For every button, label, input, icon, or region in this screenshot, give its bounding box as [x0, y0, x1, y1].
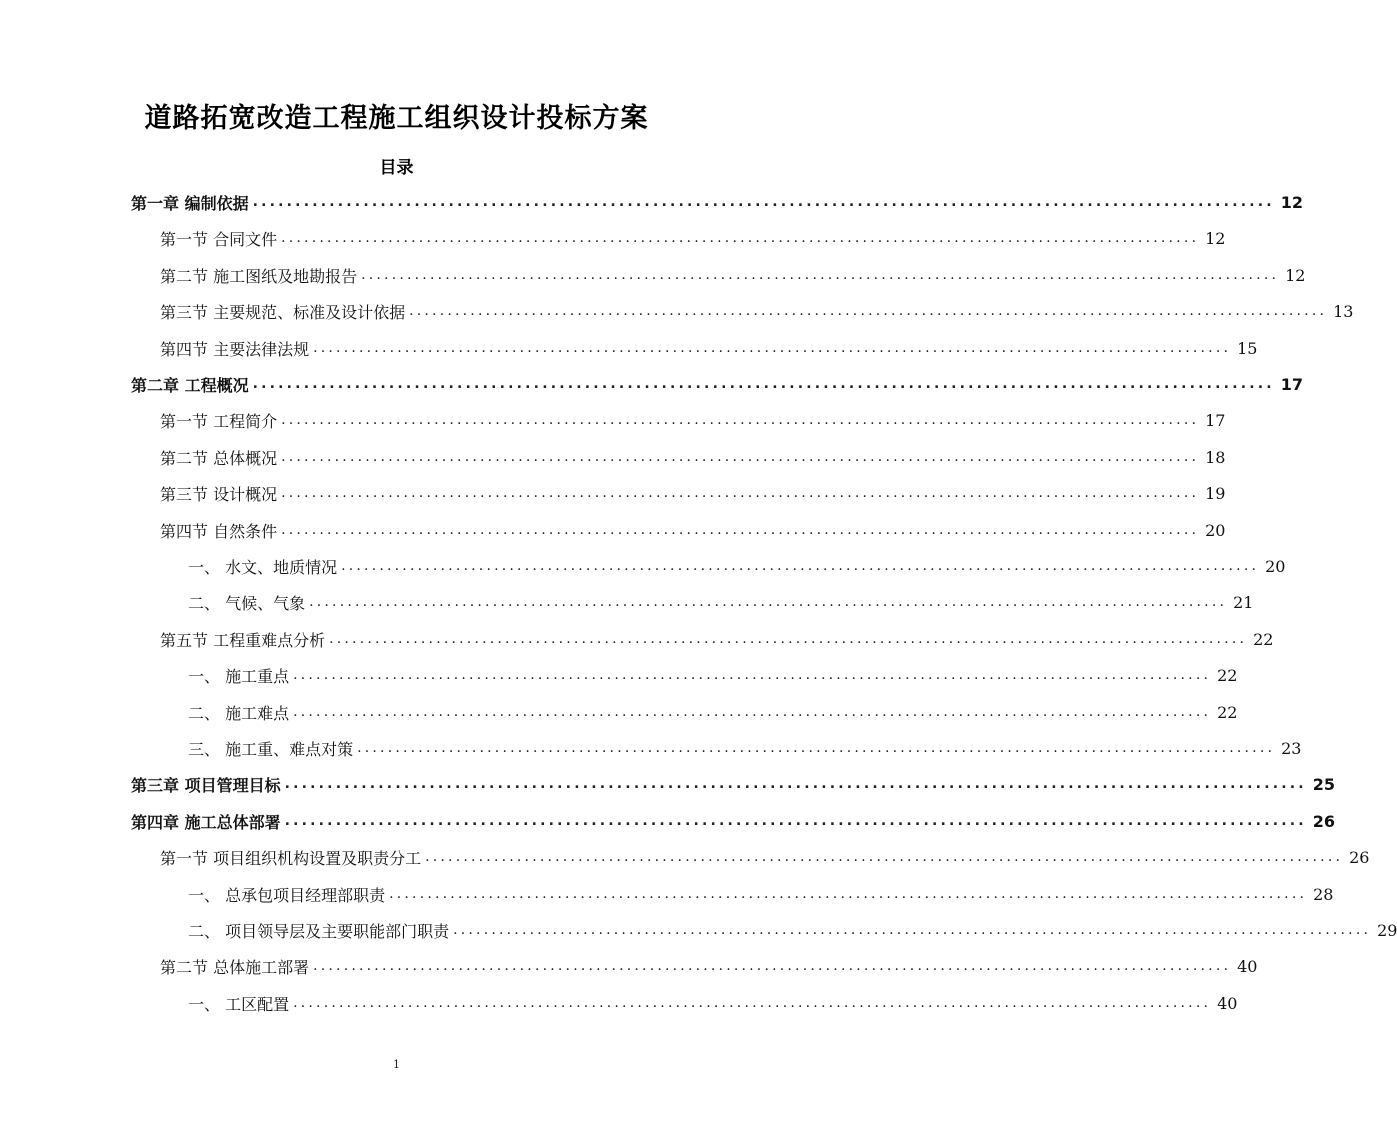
toc-entry-page: 17	[1280, 374, 1304, 394]
toc-entry-label: 一、 水文、地质情况	[188, 557, 338, 577]
toc-entry-page: 21	[1233, 592, 1254, 612]
toc-entry[interactable]	[188, 912, 1397, 948]
toc-leader-dots: ........................................................................................................................	[252, 194, 1275, 210]
toc-entry-label: 一、 施工重点	[188, 666, 290, 686]
toc-entry-page: 29	[1377, 920, 1397, 940]
toc-leader-dots: ........................................................................................................................	[425, 849, 1344, 865]
toc-entry[interactable]	[160, 512, 1226, 548]
toc-leader-dots: ........................................................................................................................	[281, 449, 1200, 465]
toc-entry-page: 17	[1205, 410, 1226, 430]
toc-entry[interactable]	[188, 985, 1238, 1021]
toc-leader-dots: ........................................................................................................................	[329, 631, 1248, 647]
toc-entry-page: 23	[1281, 738, 1302, 758]
toc-entry-label: 一、 工区配置	[188, 994, 290, 1014]
toc-leader-dots: ........................................................................................................................	[284, 813, 1307, 829]
toc-entry[interactable]	[160, 948, 1258, 984]
toc-entry[interactable]	[131, 366, 1304, 402]
toc-entry-page: 20	[1205, 520, 1226, 540]
toc-entry[interactable]	[160, 839, 1370, 875]
toc-entry[interactable]	[160, 439, 1226, 475]
toc-leader-dots: ........................................................................................................................	[357, 740, 1276, 756]
toc-entry-label: 三、 施工重、难点对策	[188, 739, 354, 759]
toc-entry-page: 25	[1312, 774, 1336, 794]
toc-entry[interactable]	[160, 402, 1226, 438]
toc-entry[interactable]	[188, 584, 1254, 620]
toc-entry-page: 22	[1217, 665, 1238, 685]
toc-leader-dots: ........................................................................................................................	[341, 558, 1260, 574]
toc-entry[interactable]	[131, 184, 1304, 220]
toc-entry-label: 第四节 主要法律法规	[160, 339, 310, 359]
toc-leader-dots: ........................................................................................................................	[281, 522, 1200, 538]
toc-entry-page: 28	[1313, 884, 1334, 904]
toc-entry-label: 二、 施工难点	[188, 703, 290, 723]
toc-leader-dots: ........................................................................................................................	[361, 267, 1280, 283]
toc-entry[interactable]	[160, 621, 1274, 657]
toc-entry[interactable]	[160, 330, 1258, 366]
toc-leader-dots: ........................................................................................................................	[281, 412, 1200, 428]
toc-entry-label: 一、 总承包项目经理部职责	[188, 885, 386, 905]
toc-leader-dots: ........................................................................................................................	[313, 958, 1232, 974]
toc-entry-page: 12	[1285, 265, 1306, 285]
toc-leader-dots: ........................................................................................................................	[313, 340, 1232, 356]
toc-heading: 目录	[379, 158, 414, 178]
toc-entry[interactable]	[131, 803, 1336, 839]
toc-leader-dots: ........................................................................................................................	[409, 303, 1328, 319]
toc-entry-label: 第一节 项目组织机构设置及职责分工	[160, 848, 422, 868]
toc-entry-label: 第二章 工程概况	[131, 375, 249, 395]
toc-entry-page: 15	[1237, 338, 1258, 358]
toc-entry-page: 12	[1205, 228, 1226, 248]
toc-entry-page: 18	[1205, 447, 1226, 467]
page-number: 1	[393, 1058, 400, 1071]
toc-entry[interactable]	[188, 876, 1334, 912]
toc-entry-page: 40	[1217, 993, 1238, 1013]
toc-entry-label: 第一节 工程简介	[160, 411, 278, 431]
toc-leader-dots: ........................................................................................................................	[453, 922, 1372, 938]
toc-entry-label: 二、 气候、气象	[188, 593, 306, 613]
toc-entry-label: 第五节 工程重难点分析	[160, 630, 326, 650]
document-title: 道路拓宽改造工程施工组织设计投标方案	[144, 103, 649, 134]
toc-entry-label: 第四节 自然条件	[160, 521, 278, 541]
toc-entry-label: 第三节 设计概况	[160, 484, 278, 504]
toc-entry-label: 二、 项目领导层及主要职能部门职责	[188, 921, 450, 941]
toc-entry-label: 第二节 施工图纸及地勘报告	[160, 266, 358, 286]
toc-entry-page: 20	[1265, 556, 1286, 576]
toc-entry-page: 26	[1312, 811, 1336, 831]
toc-entry-page: 13	[1333, 301, 1354, 321]
toc-entry[interactable]	[188, 548, 1286, 584]
toc-entry[interactable]	[188, 694, 1238, 730]
toc-entry[interactable]	[188, 730, 1302, 766]
toc-entry-label: 第一章 编制依据	[131, 193, 249, 213]
toc-leader-dots: ........................................................................................................................	[309, 594, 1228, 610]
toc-entry-label: 第二节 总体概况	[160, 448, 278, 468]
toc-leader-dots: ........................................................................................................................	[293, 995, 1212, 1011]
toc-entry-label: 第三节 主要规范、标准及设计依据	[160, 302, 406, 322]
toc-leader-dots: ........................................................................................................................	[293, 704, 1212, 720]
toc-leader-dots: ........................................................................................................................	[284, 776, 1307, 792]
toc-entry-page: 12	[1280, 192, 1304, 212]
toc-entry-page: 22	[1253, 629, 1274, 649]
toc-leader-dots: ........................................................................................................................	[281, 230, 1200, 246]
toc-entry[interactable]	[131, 766, 1336, 802]
toc-entry-page: 26	[1349, 847, 1370, 867]
toc-entry-label: 第四章 施工总体部署	[131, 812, 281, 832]
toc-entry[interactable]	[160, 293, 1354, 329]
toc-entry-page: 40	[1237, 956, 1258, 976]
toc-entry[interactable]	[160, 220, 1226, 256]
toc-leader-dots: ........................................................................................................................	[281, 485, 1200, 501]
toc-entry-label: 第二节 总体施工部署	[160, 957, 310, 977]
toc-entry-label: 第三章 项目管理目标	[131, 775, 281, 795]
toc-entry[interactable]	[160, 257, 1306, 293]
toc-leader-dots: ........................................................................................................................	[293, 667, 1212, 683]
toc-entry-page: 19	[1205, 483, 1226, 503]
toc-entry[interactable]	[160, 475, 1226, 511]
toc-entry-label: 第一节 合同文件	[160, 229, 278, 249]
toc-entry-page: 22	[1217, 702, 1238, 722]
toc-leader-dots: ........................................................................................................................	[252, 376, 1275, 392]
toc-entry[interactable]	[188, 657, 1238, 693]
toc-leader-dots: ........................................................................................................................	[389, 886, 1308, 902]
